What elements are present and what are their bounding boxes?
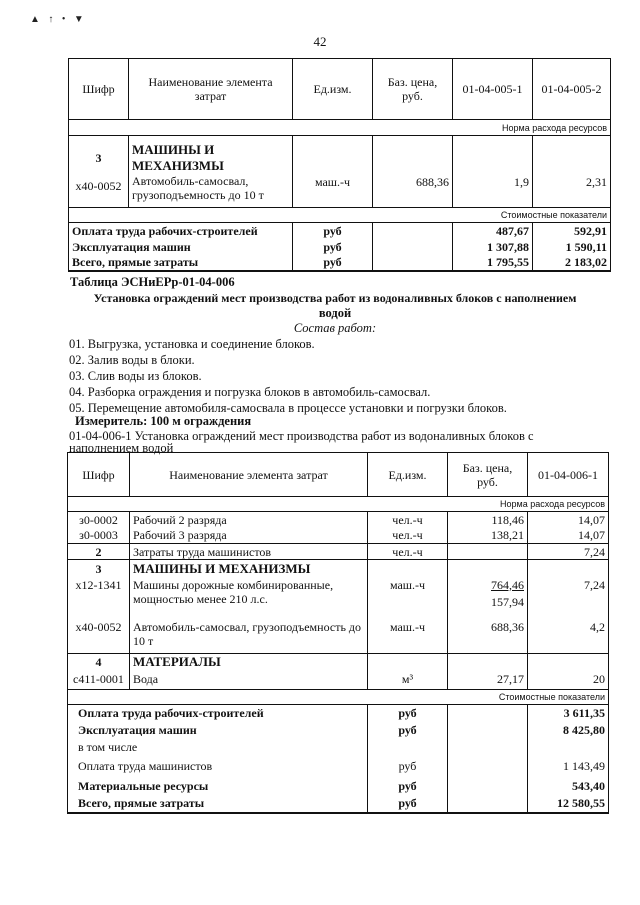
- table-row: [68, 654, 609, 670]
- table-row: [68, 739, 609, 755]
- total-name: в том числе: [68, 739, 368, 755]
- work-item: 03. Слив воды из блоков.: [69, 369, 202, 383]
- cost-label: Стоимостные показатели: [69, 208, 611, 223]
- table-row: [68, 795, 609, 813]
- table-row: [68, 544, 609, 560]
- header-col1: 01-04-005-1: [453, 59, 533, 120]
- section-code: 3: [95, 150, 102, 165]
- table-row: [68, 560, 609, 578]
- table-row: [69, 223, 611, 239]
- table-row: [68, 578, 609, 618]
- total-v1: 1 143,49: [528, 755, 609, 777]
- item-description-line2: наполнением водой: [69, 441, 174, 455]
- total-v1: 12 580,55: [528, 795, 609, 813]
- row-price: 27,17: [448, 670, 528, 690]
- row-name: Автомобиль-самосвал, грузоподъемность до 10 т: [130, 618, 368, 654]
- page-number: 42: [313, 34, 327, 49]
- work-item: 04. Разборка ограждения и погрузка блоков в автомобиль-самосвал.: [69, 385, 431, 399]
- table-row: [69, 136, 611, 208]
- header-col2: 01-04-005-2: [533, 59, 611, 120]
- scan-marks: ▲ ↑ • ▼: [30, 14, 87, 25]
- header-col1: 01-04-006-1: [528, 453, 609, 497]
- row-v1: 20: [528, 670, 609, 690]
- table-row: [68, 777, 609, 795]
- header-price: Баз. цена, руб.: [448, 453, 528, 497]
- section-title-line2: водой: [318, 306, 352, 320]
- row-unit: чел.-ч: [368, 512, 448, 528]
- header-name: Наименование элемента затрат: [129, 59, 293, 120]
- total-name: Всего, прямые затраты: [68, 795, 368, 813]
- row-price: 764,46: [491, 577, 524, 592]
- total-name: Материальные ресурсы: [68, 777, 368, 795]
- total-unit: руб: [293, 223, 373, 239]
- total-name: Оплата труда рабочих-строителей: [68, 705, 368, 722]
- total-name: Оплата труда рабочих-строителей: [69, 223, 293, 239]
- table-title: Таблица ЭСНиЕРр-01-04-006: [70, 275, 235, 289]
- table-row: [68, 722, 609, 739]
- total-v1: [528, 739, 609, 755]
- row-name: Рабочий 2 разряда: [130, 512, 368, 528]
- table-row: [68, 705, 609, 722]
- work-item: 01. Выгрузка, установка и соединение блоков.: [69, 337, 315, 351]
- total-v1: 1 795,55: [453, 255, 533, 271]
- row-unit: чел.-ч: [368, 528, 448, 544]
- section-code: 3: [68, 560, 130, 578]
- row-code: з0-0002: [68, 512, 130, 528]
- row-v1: 7,24: [528, 578, 609, 618]
- row-price: 118,46: [448, 512, 528, 528]
- section-code: 4: [68, 654, 130, 670]
- table-header-row: [68, 453, 609, 497]
- total-v1: 543,40: [528, 777, 609, 795]
- total-v1: 487,67: [453, 223, 533, 239]
- row-v1: 7,24: [528, 544, 609, 560]
- total-unit: руб: [293, 255, 373, 271]
- work-item: 02. Залив воды в блоки.: [69, 353, 195, 367]
- row-v1: 1,9: [453, 136, 533, 208]
- meter-text: Измеритель: 100 м ограждения: [75, 414, 252, 428]
- row-code: з0-0003: [68, 528, 130, 544]
- total-unit: руб: [368, 777, 448, 795]
- section-title: МАШИНЫ И МЕХАНИЗМЫ: [130, 560, 368, 578]
- cost-label: Стоимостные показатели: [68, 690, 609, 705]
- table-row: [68, 670, 609, 690]
- total-v1: 3 611,35: [528, 705, 609, 722]
- norm-label: Норма расхода ресурсов: [69, 120, 611, 136]
- table-row: [68, 528, 609, 544]
- row-v1: 14,07: [528, 528, 609, 544]
- total-v2: 2 183,02: [533, 255, 611, 271]
- total-name: Всего, прямые затраты: [69, 255, 293, 271]
- row-name: Автомобиль-самосвал, грузоподъемность до 10 т: [132, 173, 264, 202]
- total-unit: руб: [368, 755, 448, 777]
- row-price: 688,36: [373, 136, 453, 208]
- total-unit: [368, 739, 448, 755]
- row-name: Вода: [130, 670, 368, 690]
- section-title: МАТЕРИАЛЫ: [130, 654, 368, 670]
- total-name: Эксплуатация машин: [69, 239, 293, 255]
- total-name: Эксплуатация машин: [68, 722, 368, 739]
- header-price: Баз. цена, руб.: [373, 59, 453, 120]
- row-price-second: 157,94: [491, 594, 524, 609]
- table-row: [68, 618, 609, 654]
- row-unit: маш.-ч: [293, 136, 373, 208]
- row-price: 138,21: [448, 528, 528, 544]
- resource-table-01-04-006: [67, 452, 609, 814]
- header-unit: Ед.изм.: [368, 453, 448, 497]
- section-title-line1: Установка ограждений мест производства работ из водоналивных блоков с наполнением: [93, 291, 577, 305]
- row-code: х40-0052: [75, 178, 122, 193]
- total-unit: руб: [293, 239, 373, 255]
- row-code: х40-0052: [68, 618, 130, 654]
- header-unit: Ед.изм.: [293, 59, 373, 120]
- row-name: Рабочий 3 разряда: [130, 528, 368, 544]
- table-row: [68, 755, 609, 777]
- row-code: х12-1341: [68, 578, 130, 618]
- row-code: 2: [68, 544, 130, 560]
- total-unit: руб: [368, 705, 448, 722]
- total-name: Оплата труда машинистов: [68, 755, 368, 777]
- row-unit: м³: [368, 670, 448, 690]
- header-name: Наименование элемента затрат: [130, 453, 368, 497]
- row-name: Машины дорожные комбинированные, мощностью менее 210 л.с.: [130, 578, 368, 618]
- item-description-line1: 01-04-006-1 Установка ограждений мест производства работ из водоналивных блоков с: [69, 429, 534, 443]
- row-price: 688,36: [448, 618, 528, 654]
- row-unit: маш.-ч: [368, 578, 448, 618]
- table-header-row: [69, 59, 611, 120]
- table-row: [68, 512, 609, 528]
- norm-label: Норма расхода ресурсов: [68, 497, 609, 512]
- resource-table-01-04-005: [68, 58, 611, 272]
- table-row: [69, 255, 611, 271]
- section-title: МАШИНЫ И МЕХАНИЗМЫ: [132, 141, 224, 173]
- header-code: Шифр: [68, 453, 130, 497]
- total-v1: 8 425,80: [528, 722, 609, 739]
- row-v2: 2,31: [533, 136, 611, 208]
- table-row: [69, 239, 611, 255]
- header-code: Шифр: [69, 59, 129, 120]
- works-heading: Состав работ:: [293, 321, 377, 335]
- total-v2: 1 590,11: [533, 239, 611, 255]
- row-unit: чел.-ч: [368, 544, 448, 560]
- row-v1: 14,07: [528, 512, 609, 528]
- total-v1: 1 307,88: [453, 239, 533, 255]
- work-item: 05. Перемещение автомобиля-самосвала в процессе установки и погрузки блоков.: [69, 401, 507, 415]
- row-code: с411-0001: [68, 670, 130, 690]
- total-unit: руб: [368, 795, 448, 813]
- row-unit: маш.-ч: [368, 618, 448, 654]
- row-name: Затраты труда машинистов: [130, 544, 368, 560]
- total-unit: руб: [368, 722, 448, 739]
- row-v1: 4,2: [528, 618, 609, 654]
- total-v2: 592,91: [533, 223, 611, 239]
